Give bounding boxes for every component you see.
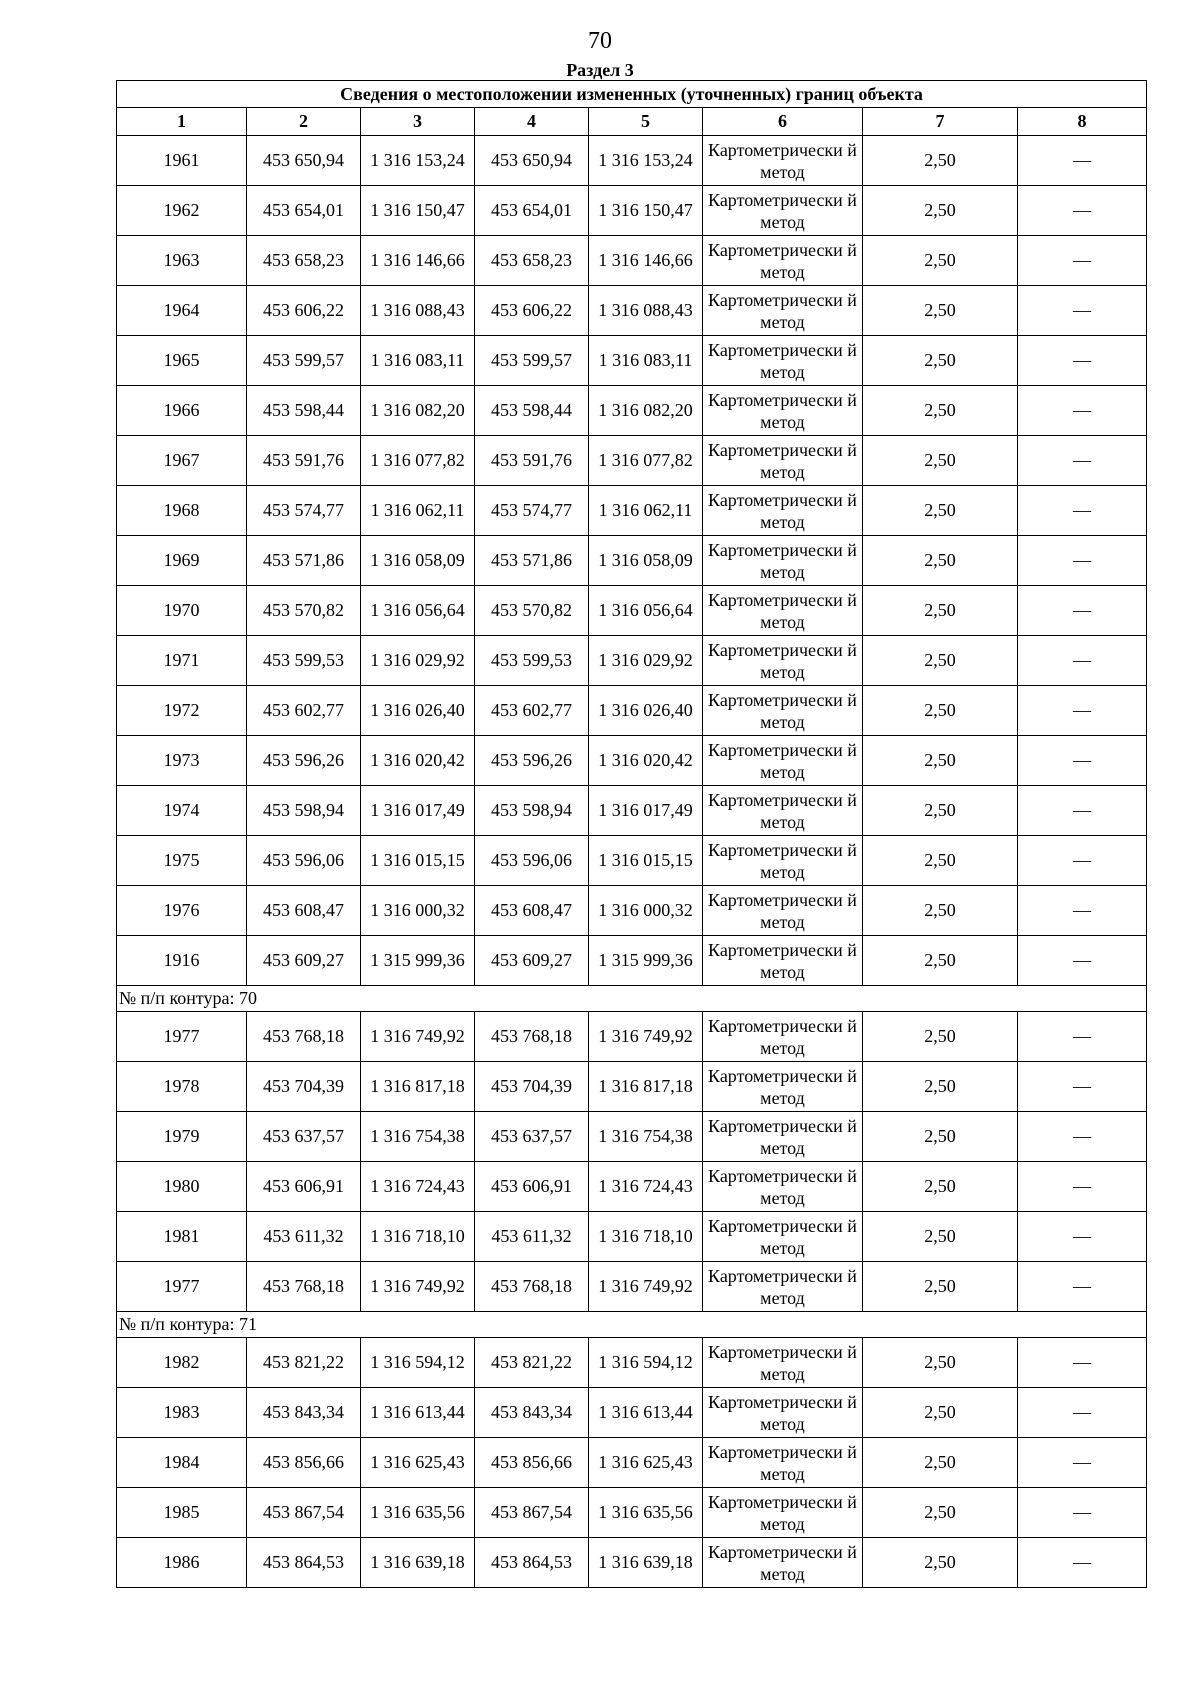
x-old-cell: 453 867,54 <box>247 1488 361 1538</box>
method-cell: Картометрически й метод <box>703 936 863 986</box>
x-new-cell: 453 650,94 <box>475 136 589 186</box>
method-cell: Картометрически й метод <box>703 436 863 486</box>
accuracy-cell: 2,50 <box>863 1388 1018 1438</box>
point-number-cell: 1972 <box>117 686 247 736</box>
point-number-cell: 1969 <box>117 536 247 586</box>
x-old-cell: 453 650,94 <box>247 136 361 186</box>
y-old-cell: 1 316 749,92 <box>361 1262 475 1312</box>
y-new-cell: 1 316 000,32 <box>589 886 703 936</box>
x-new-cell: 453 598,44 <box>475 386 589 436</box>
table-row <box>117 386 1147 436</box>
x-old-cell: 453 596,26 <box>247 736 361 786</box>
accuracy-cell: 2,50 <box>863 1262 1018 1312</box>
method-cell: Картометрически й метод <box>703 1338 863 1388</box>
y-new-cell: 1 316 635,56 <box>589 1488 703 1538</box>
point-number-cell: 1964 <box>117 286 247 336</box>
table-row <box>117 1338 1147 1388</box>
y-old-cell: 1 316 817,18 <box>361 1062 475 1112</box>
x-new-cell: 453 599,57 <box>475 336 589 386</box>
point-number-cell: 1967 <box>117 436 247 486</box>
method-cell: Картометрически й метод <box>703 486 863 536</box>
column-header: 8 <box>1018 108 1147 136</box>
method-cell: Картометрически й метод <box>703 786 863 836</box>
column-header: 1 <box>117 108 247 136</box>
accuracy-cell: 2,50 <box>863 1438 1018 1488</box>
boundary-table <box>116 80 1147 1588</box>
x-old-cell: 453 864,53 <box>247 1538 361 1588</box>
point-number-cell: 1965 <box>117 336 247 386</box>
point-number-cell: 1977 <box>117 1012 247 1062</box>
y-new-cell: 1 316 017,49 <box>589 786 703 836</box>
description-cell: — <box>1018 1488 1147 1538</box>
point-number-cell: 1978 <box>117 1062 247 1112</box>
x-new-cell: 453 768,18 <box>475 1012 589 1062</box>
accuracy-cell: 2,50 <box>863 1062 1018 1112</box>
method-cell: Картометрически й метод <box>703 136 863 186</box>
x-old-cell: 453 599,57 <box>247 336 361 386</box>
description-cell: — <box>1018 236 1147 286</box>
description-cell: — <box>1018 1438 1147 1488</box>
x-new-cell: 453 598,94 <box>475 786 589 836</box>
point-number-cell: 1981 <box>117 1212 247 1262</box>
accuracy-cell: 2,50 <box>863 786 1018 836</box>
table-row <box>117 1488 1147 1538</box>
description-cell: — <box>1018 1012 1147 1062</box>
method-cell: Картометрически й метод <box>703 636 863 686</box>
point-number-cell: 1977 <box>117 1262 247 1312</box>
table-body <box>117 81 1147 1588</box>
point-number-cell: 1986 <box>117 1538 247 1588</box>
x-old-cell: 453 821,22 <box>247 1338 361 1388</box>
y-old-cell: 1 316 088,43 <box>361 286 475 336</box>
y-old-cell: 1 316 077,82 <box>361 436 475 486</box>
description-cell: — <box>1018 436 1147 486</box>
accuracy-cell: 2,50 <box>863 1112 1018 1162</box>
y-old-cell: 1 316 082,20 <box>361 386 475 436</box>
y-old-cell: 1 316 058,09 <box>361 536 475 586</box>
point-number-cell: 1966 <box>117 386 247 436</box>
method-cell: Картометрически й метод <box>703 1162 863 1212</box>
table-row <box>117 1012 1147 1062</box>
y-old-cell: 1 316 754,38 <box>361 1112 475 1162</box>
description-cell: — <box>1018 1112 1147 1162</box>
point-number-cell: 1961 <box>117 136 247 186</box>
accuracy-cell: 2,50 <box>863 1488 1018 1538</box>
y-new-cell: 1 316 613,44 <box>589 1388 703 1438</box>
accuracy-cell: 2,50 <box>863 286 1018 336</box>
method-cell: Картометрически й метод <box>703 836 863 886</box>
table-row <box>117 1162 1147 1212</box>
x-new-cell: 453 768,18 <box>475 1262 589 1312</box>
description-cell: — <box>1018 636 1147 686</box>
description-cell: — <box>1018 1388 1147 1438</box>
x-new-cell: 453 856,66 <box>475 1438 589 1488</box>
x-new-cell: 453 599,53 <box>475 636 589 686</box>
table-row <box>117 1112 1147 1162</box>
y-old-cell: 1 316 020,42 <box>361 736 475 786</box>
accuracy-cell: 2,50 <box>863 336 1018 386</box>
accuracy-cell: 2,50 <box>863 536 1018 586</box>
table-row <box>117 1438 1147 1488</box>
y-old-cell: 1 316 000,32 <box>361 886 475 936</box>
y-old-cell: 1 316 029,92 <box>361 636 475 686</box>
accuracy-cell: 2,50 <box>863 236 1018 286</box>
x-old-cell: 453 637,57 <box>247 1112 361 1162</box>
x-new-cell: 453 591,76 <box>475 436 589 486</box>
description-cell: — <box>1018 736 1147 786</box>
table-row <box>117 136 1147 186</box>
x-old-cell: 453 599,53 <box>247 636 361 686</box>
accuracy-cell: 2,50 <box>863 836 1018 886</box>
y-new-cell: 1 316 082,20 <box>589 386 703 436</box>
method-cell: Картометрически й метод <box>703 1538 863 1588</box>
accuracy-cell: 2,50 <box>863 936 1018 986</box>
description-cell: — <box>1018 1162 1147 1212</box>
table-row <box>117 236 1147 286</box>
y-new-cell: 1 316 015,15 <box>589 836 703 886</box>
y-new-cell: 1 316 594,12 <box>589 1338 703 1388</box>
accuracy-cell: 2,50 <box>863 1538 1018 1588</box>
y-new-cell: 1 316 146,66 <box>589 236 703 286</box>
y-old-cell: 1 316 718,10 <box>361 1212 475 1262</box>
accuracy-cell: 2,50 <box>863 136 1018 186</box>
column-header-row <box>117 108 1147 136</box>
column-header: 4 <box>475 108 589 136</box>
page-number: 70 <box>588 28 612 54</box>
table-row <box>117 1388 1147 1438</box>
x-new-cell: 453 864,53 <box>475 1538 589 1588</box>
method-cell: Картометрически й метод <box>703 1062 863 1112</box>
description-cell: — <box>1018 336 1147 386</box>
y-new-cell: 1 316 058,09 <box>589 536 703 586</box>
y-old-cell: 1 316 639,18 <box>361 1538 475 1588</box>
table-row <box>117 786 1147 836</box>
description-cell: — <box>1018 136 1147 186</box>
y-new-cell: 1 316 026,40 <box>589 686 703 736</box>
point-number-cell: 1980 <box>117 1162 247 1212</box>
accuracy-cell: 2,50 <box>863 1338 1018 1388</box>
x-new-cell: 453 608,47 <box>475 886 589 936</box>
y-old-cell: 1 316 749,92 <box>361 1012 475 1062</box>
y-new-cell: 1 316 749,92 <box>589 1012 703 1062</box>
y-new-cell: 1 316 056,64 <box>589 586 703 636</box>
description-cell: — <box>1018 1062 1147 1112</box>
table-row <box>117 686 1147 736</box>
method-cell: Картометрически й метод <box>703 186 863 236</box>
point-number-cell: 1916 <box>117 936 247 986</box>
point-number-cell: 1975 <box>117 836 247 886</box>
method-cell: Картометрически й метод <box>703 1212 863 1262</box>
accuracy-cell: 2,50 <box>863 586 1018 636</box>
y-new-cell: 1 316 724,43 <box>589 1162 703 1212</box>
y-old-cell: 1 315 999,36 <box>361 936 475 986</box>
x-new-cell: 453 821,22 <box>475 1338 589 1388</box>
accuracy-cell: 2,50 <box>863 1012 1018 1062</box>
table-row <box>117 636 1147 686</box>
x-new-cell: 453 654,01 <box>475 186 589 236</box>
accuracy-cell: 2,50 <box>863 486 1018 536</box>
y-old-cell: 1 316 635,56 <box>361 1488 475 1538</box>
accuracy-cell: 2,50 <box>863 886 1018 936</box>
description-cell: — <box>1018 286 1147 336</box>
y-old-cell: 1 316 613,44 <box>361 1388 475 1438</box>
method-cell: Картометрически й метод <box>703 536 863 586</box>
x-new-cell: 453 574,77 <box>475 486 589 536</box>
accuracy-cell: 2,50 <box>863 636 1018 686</box>
column-header: 2 <box>247 108 361 136</box>
y-old-cell: 1 316 062,11 <box>361 486 475 536</box>
method-cell: Картометрически й метод <box>703 686 863 736</box>
method-cell: Картометрически й метод <box>703 286 863 336</box>
x-new-cell: 453 611,32 <box>475 1212 589 1262</box>
description-cell: — <box>1018 1212 1147 1262</box>
y-new-cell: 1 316 817,18 <box>589 1062 703 1112</box>
table-row <box>117 886 1147 936</box>
contour-label: № п/п контура: 71 <box>117 1312 1147 1338</box>
x-old-cell: 453 574,77 <box>247 486 361 536</box>
y-new-cell: 1 315 999,36 <box>589 936 703 986</box>
y-new-cell: 1 316 150,47 <box>589 186 703 236</box>
x-new-cell: 453 596,06 <box>475 836 589 886</box>
y-old-cell: 1 316 026,40 <box>361 686 475 736</box>
x-old-cell: 453 611,32 <box>247 1212 361 1262</box>
y-old-cell: 1 316 153,24 <box>361 136 475 186</box>
table-row <box>117 486 1147 536</box>
description-cell: — <box>1018 536 1147 586</box>
table-row <box>117 286 1147 336</box>
x-old-cell: 453 570,82 <box>247 586 361 636</box>
y-old-cell: 1 316 146,66 <box>361 236 475 286</box>
accuracy-cell: 2,50 <box>863 736 1018 786</box>
point-number-cell: 1983 <box>117 1388 247 1438</box>
point-number-cell: 1973 <box>117 736 247 786</box>
y-old-cell: 1 316 724,43 <box>361 1162 475 1212</box>
x-old-cell: 453 598,94 <box>247 786 361 836</box>
point-number-cell: 1974 <box>117 786 247 836</box>
column-header: 6 <box>703 108 863 136</box>
y-old-cell: 1 316 625,43 <box>361 1438 475 1488</box>
table-caption-row <box>117 81 1147 108</box>
method-cell: Картометрически й метод <box>703 1438 863 1488</box>
x-old-cell: 453 608,47 <box>247 886 361 936</box>
table-row <box>117 1538 1147 1588</box>
description-cell: — <box>1018 786 1147 836</box>
y-new-cell: 1 316 625,43 <box>589 1438 703 1488</box>
point-number-cell: 1962 <box>117 186 247 236</box>
table-row <box>117 436 1147 486</box>
contour-label: № п/п контура: 70 <box>117 986 1147 1012</box>
x-old-cell: 453 609,27 <box>247 936 361 986</box>
method-cell: Картометрически й метод <box>703 736 863 786</box>
x-new-cell: 453 596,26 <box>475 736 589 786</box>
method-cell: Картометрически й метод <box>703 336 863 386</box>
table-row <box>117 736 1147 786</box>
method-cell: Картометрически й метод <box>703 1488 863 1538</box>
y-new-cell: 1 316 754,38 <box>589 1112 703 1162</box>
x-new-cell: 453 606,91 <box>475 1162 589 1212</box>
table-row <box>117 936 1147 986</box>
method-cell: Картометрически й метод <box>703 886 863 936</box>
point-number-cell: 1984 <box>117 1438 247 1488</box>
column-header: 5 <box>589 108 703 136</box>
x-old-cell: 453 843,34 <box>247 1388 361 1438</box>
y-new-cell: 1 316 062,11 <box>589 486 703 536</box>
y-old-cell: 1 316 594,12 <box>361 1338 475 1388</box>
x-old-cell: 453 768,18 <box>247 1012 361 1062</box>
accuracy-cell: 2,50 <box>863 186 1018 236</box>
x-old-cell: 453 602,77 <box>247 686 361 736</box>
x-new-cell: 453 843,34 <box>475 1388 589 1438</box>
x-new-cell: 453 704,39 <box>475 1062 589 1112</box>
point-number-cell: 1985 <box>117 1488 247 1538</box>
accuracy-cell: 2,50 <box>863 436 1018 486</box>
table-row <box>117 586 1147 636</box>
y-new-cell: 1 316 077,82 <box>589 436 703 486</box>
y-old-cell: 1 316 015,15 <box>361 836 475 886</box>
description-cell: — <box>1018 586 1147 636</box>
x-new-cell: 453 606,22 <box>475 286 589 336</box>
section-title: Раздел 3 <box>566 60 634 80</box>
description-cell: — <box>1018 186 1147 236</box>
contour-row <box>117 1312 1147 1338</box>
x-new-cell: 453 867,54 <box>475 1488 589 1538</box>
x-old-cell: 453 856,66 <box>247 1438 361 1488</box>
x-old-cell: 453 598,44 <box>247 386 361 436</box>
x-new-cell: 453 658,23 <box>475 236 589 286</box>
table-caption: Сведения о местоположении измененных (уточненных) границ объекта <box>117 81 1147 108</box>
y-new-cell: 1 316 088,43 <box>589 286 703 336</box>
method-cell: Картометрически й метод <box>703 586 863 636</box>
method-cell: Картометрически й метод <box>703 386 863 436</box>
accuracy-cell: 2,50 <box>863 1162 1018 1212</box>
point-number-cell: 1979 <box>117 1112 247 1162</box>
table-row <box>117 1062 1147 1112</box>
y-old-cell: 1 316 150,47 <box>361 186 475 236</box>
column-header: 3 <box>361 108 475 136</box>
accuracy-cell: 2,50 <box>863 1212 1018 1262</box>
x-new-cell: 453 637,57 <box>475 1112 589 1162</box>
contour-row <box>117 986 1147 1012</box>
description-cell: — <box>1018 1338 1147 1388</box>
y-old-cell: 1 316 017,49 <box>361 786 475 836</box>
method-cell: Картометрически й метод <box>703 1112 863 1162</box>
x-new-cell: 453 602,77 <box>475 686 589 736</box>
accuracy-cell: 2,50 <box>863 386 1018 436</box>
x-old-cell: 453 704,39 <box>247 1062 361 1112</box>
x-old-cell: 453 654,01 <box>247 186 361 236</box>
description-cell: — <box>1018 1538 1147 1588</box>
y-new-cell: 1 316 083,11 <box>589 336 703 386</box>
x-old-cell: 453 606,91 <box>247 1162 361 1212</box>
x-old-cell: 453 768,18 <box>247 1262 361 1312</box>
description-cell: — <box>1018 936 1147 986</box>
y-new-cell: 1 316 639,18 <box>589 1538 703 1588</box>
method-cell: Картометрически й метод <box>703 236 863 286</box>
y-new-cell: 1 316 029,92 <box>589 636 703 686</box>
description-cell: — <box>1018 836 1147 886</box>
y-old-cell: 1 316 083,11 <box>361 336 475 386</box>
y-new-cell: 1 316 153,24 <box>589 136 703 186</box>
point-number-cell: 1982 <box>117 1338 247 1388</box>
point-number-cell: 1970 <box>117 586 247 636</box>
table-row <box>117 1262 1147 1312</box>
point-number-cell: 1968 <box>117 486 247 536</box>
description-cell: — <box>1018 886 1147 936</box>
x-old-cell: 453 606,22 <box>247 286 361 336</box>
x-new-cell: 453 609,27 <box>475 936 589 986</box>
y-new-cell: 1 316 020,42 <box>589 736 703 786</box>
y-old-cell: 1 316 056,64 <box>361 586 475 636</box>
table-row <box>117 186 1147 236</box>
point-number-cell: 1963 <box>117 236 247 286</box>
table-row <box>117 836 1147 886</box>
description-cell: — <box>1018 686 1147 736</box>
point-number-cell: 1971 <box>117 636 247 686</box>
table-row <box>117 536 1147 586</box>
description-cell: — <box>1018 486 1147 536</box>
method-cell: Картометрически й метод <box>703 1262 863 1312</box>
description-cell: — <box>1018 386 1147 436</box>
table-row <box>117 1212 1147 1262</box>
x-old-cell: 453 591,76 <box>247 436 361 486</box>
x-new-cell: 453 570,82 <box>475 586 589 636</box>
x-new-cell: 453 571,86 <box>475 536 589 586</box>
x-old-cell: 453 571,86 <box>247 536 361 586</box>
point-number-cell: 1976 <box>117 886 247 936</box>
column-header: 7 <box>863 108 1018 136</box>
method-cell: Картометрически й метод <box>703 1012 863 1062</box>
y-new-cell: 1 316 718,10 <box>589 1212 703 1262</box>
method-cell: Картометрически й метод <box>703 1388 863 1438</box>
accuracy-cell: 2,50 <box>863 686 1018 736</box>
x-old-cell: 453 658,23 <box>247 236 361 286</box>
x-old-cell: 453 596,06 <box>247 836 361 886</box>
y-new-cell: 1 316 749,92 <box>589 1262 703 1312</box>
description-cell: — <box>1018 1262 1147 1312</box>
table-row <box>117 336 1147 386</box>
